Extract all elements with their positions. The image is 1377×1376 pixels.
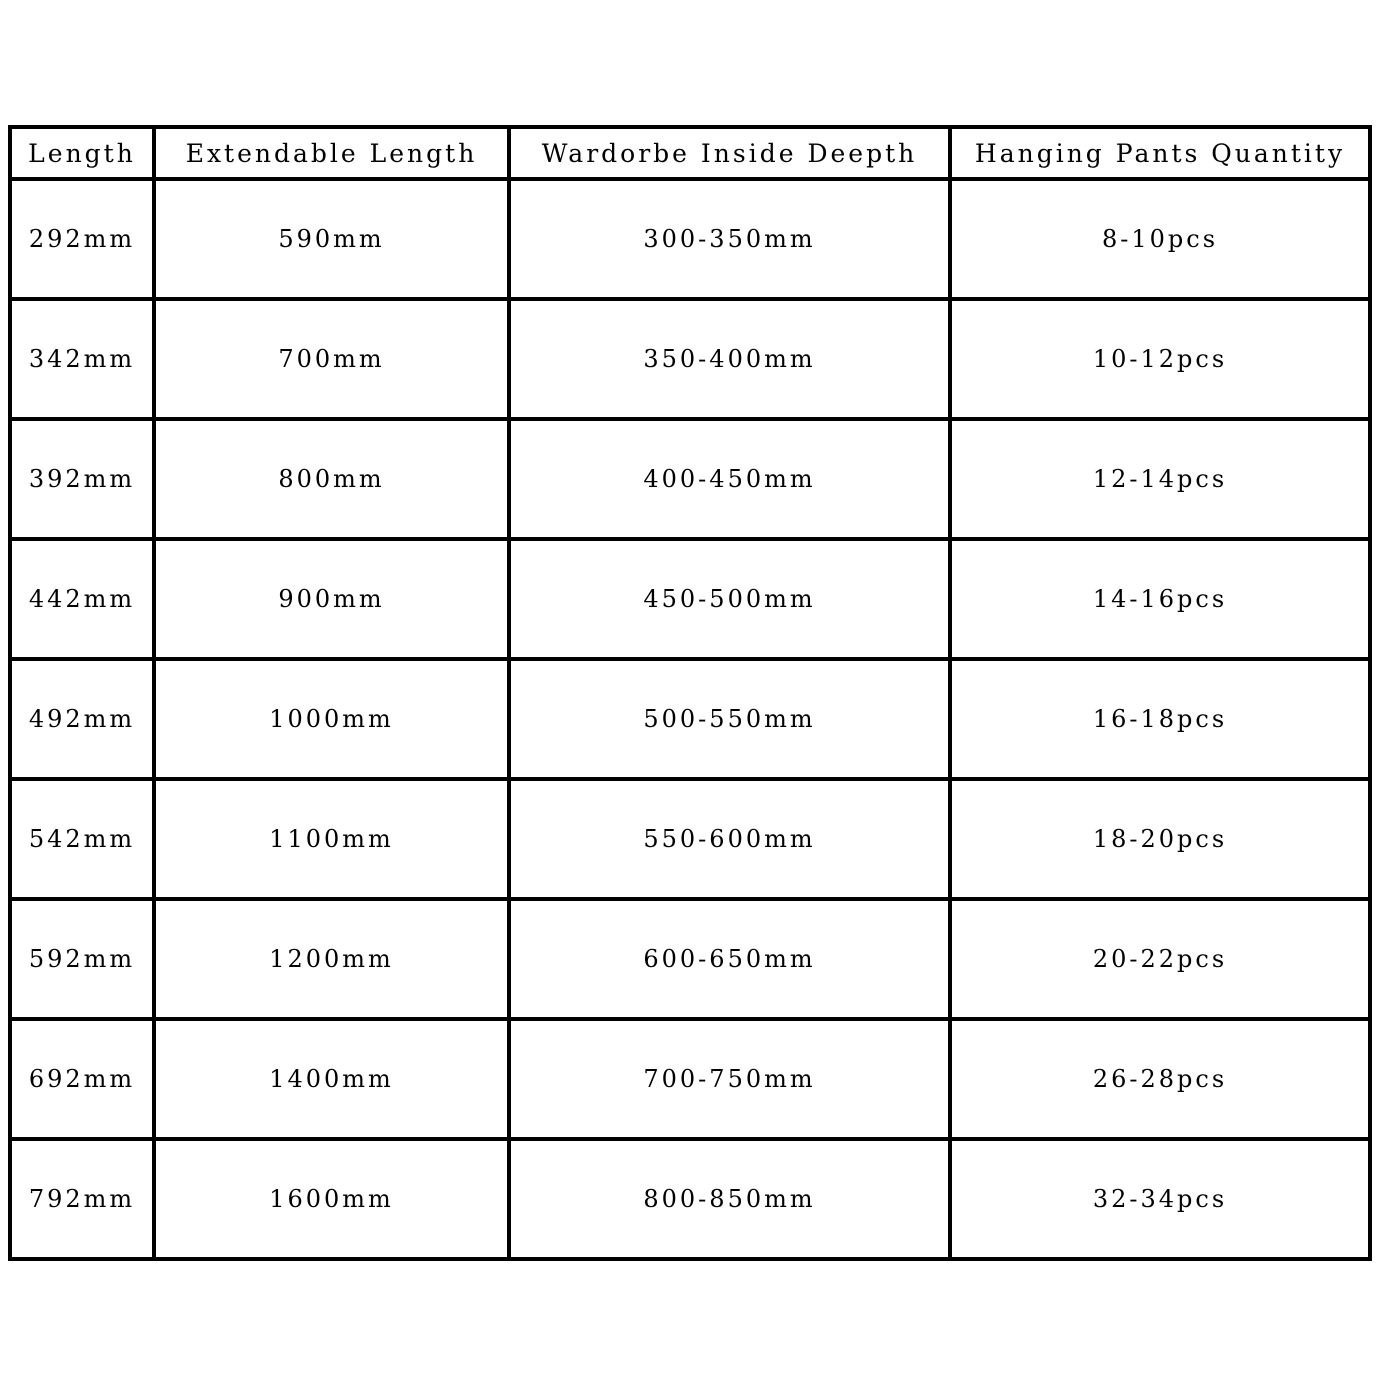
table-body (10, 179, 1370, 1259)
table-header (10, 127, 1370, 179)
table-row (10, 779, 1370, 899)
cell-extendable-length: 700mm (154, 299, 509, 419)
cell-pants-quantity: 12-14pcs (950, 419, 1370, 539)
cell-extendable-length: 1000mm (154, 659, 509, 779)
table-row (10, 659, 1370, 779)
cell-extendable-length: 1100mm (154, 779, 509, 899)
cell-pants-quantity: 32-34pcs (950, 1139, 1370, 1259)
cell-length: 292mm (10, 179, 154, 299)
table-row (10, 1019, 1370, 1139)
header-row (10, 127, 1370, 179)
cell-length: 492mm (10, 659, 154, 779)
table-row (10, 539, 1370, 659)
cell-inside-depth: 500-550mm (509, 659, 950, 779)
cell-inside-depth: 550-600mm (509, 779, 950, 899)
table-row (10, 899, 1370, 1019)
header-wardrobe-inside-depth: Wardorbe Inside Deepth (509, 127, 950, 179)
cell-pants-quantity: 26-28pcs (950, 1019, 1370, 1139)
header-hanging-pants-quantity: Hanging Pants Quantity (950, 127, 1370, 179)
header-extendable-length: Extendable Length (154, 127, 509, 179)
cell-inside-depth: 400-450mm (509, 419, 950, 539)
cell-inside-depth: 700-750mm (509, 1019, 950, 1139)
cell-inside-depth: 300-350mm (509, 179, 950, 299)
cell-length: 792mm (10, 1139, 154, 1259)
cell-pants-quantity: 20-22pcs (950, 899, 1370, 1019)
table-row (10, 419, 1370, 539)
cell-extendable-length: 590mm (154, 179, 509, 299)
cell-length: 692mm (10, 1019, 154, 1139)
cell-pants-quantity: 8-10pcs (950, 179, 1370, 299)
table-row (10, 179, 1370, 299)
table-row (10, 1139, 1370, 1259)
cell-length: 342mm (10, 299, 154, 419)
size-spec-table (8, 125, 1372, 1261)
cell-extendable-length: 800mm (154, 419, 509, 539)
cell-extendable-length: 1400mm (154, 1019, 509, 1139)
cell-pants-quantity: 16-18pcs (950, 659, 1370, 779)
cell-extendable-length: 900mm (154, 539, 509, 659)
cell-inside-depth: 600-650mm (509, 899, 950, 1019)
cell-inside-depth: 800-850mm (509, 1139, 950, 1259)
table-row (10, 299, 1370, 419)
cell-pants-quantity: 14-16pcs (950, 539, 1370, 659)
cell-length: 592mm (10, 899, 154, 1019)
cell-length: 392mm (10, 419, 154, 539)
cell-extendable-length: 1600mm (154, 1139, 509, 1259)
cell-extendable-length: 1200mm (154, 899, 509, 1019)
cell-inside-depth: 350-400mm (509, 299, 950, 419)
header-length: Length (10, 127, 154, 179)
cell-length: 442mm (10, 539, 154, 659)
cell-pants-quantity: 10-12pcs (950, 299, 1370, 419)
cell-pants-quantity: 18-20pcs (950, 779, 1370, 899)
cell-length: 542mm (10, 779, 154, 899)
cell-inside-depth: 450-500mm (509, 539, 950, 659)
